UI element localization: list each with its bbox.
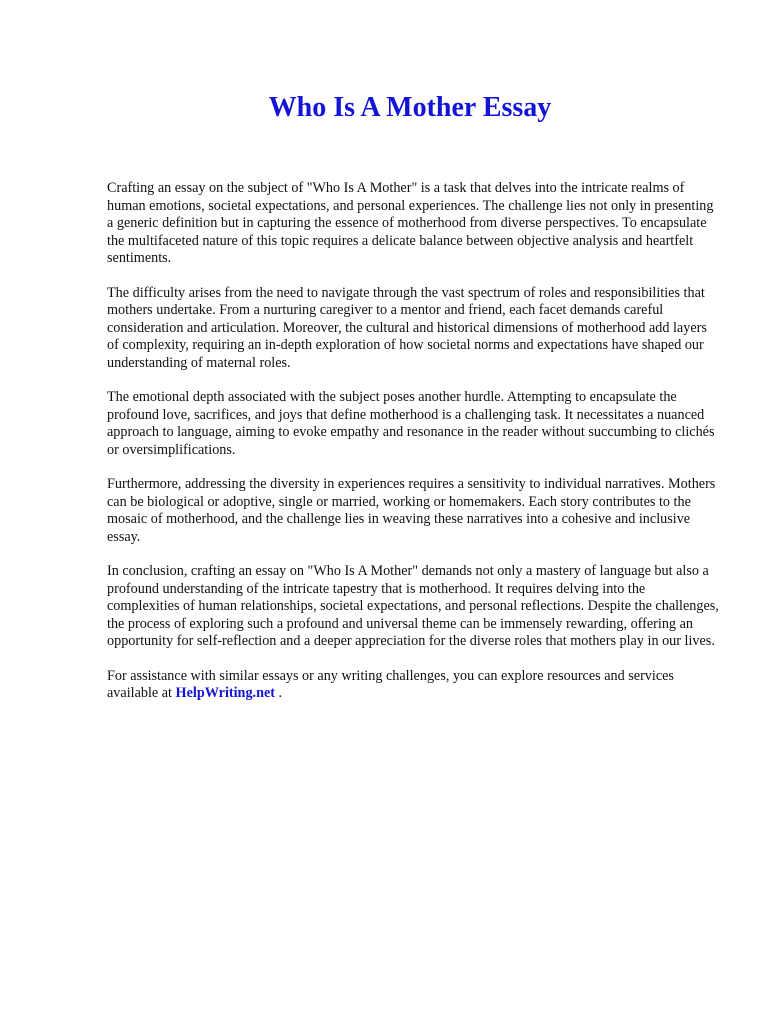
closing-period: . [275,685,283,701]
closing-paragraph [107,668,719,703]
paragraph-2: The difficulty arises from the need to navigate through the vast spectrum of roles and responsibilities that mothers undertake. From a nurturing caregiver to a mentor and friend, each facet demands careful consideration and articulation. Moreover, the cultural and historical dimensions of motherhood add layers of complexity, requiring an in-depth exploration of how societal norms and expectations have shaped our understanding of maternal roles. [107,284,707,371]
paragraph-5: In conclusion, crafting an essay on "Who Is A Mother" demands not only a mastery of language but also a profound understanding of the intricate tapestry that is motherhood. It requires delving into the complexities of human relationships, societal expectations, and personal reflections. Despite the challenges, the process of exploring such a profound and universal theme can be immensely rewarding, offering an opportunity for self-reflection and a deeper appreciation for the diverse roles that mothers play in our lives. [107,563,719,649]
page-title: Who Is A Mother Essay [268,92,552,123]
paragraph-3: The emotional depth associated with the subject poses another hurdle. Attempting to encapsulate the profound love, sacrifices, and joys that define motherhood is a challenging task. It necessitates a nuanced approach to language, aiming to evoke empathy and resonance in the reader without succumbing to clichés or oversimplifications. [107,389,715,458]
helpwriting-link[interactable]: HelpWriting.net [175,685,275,701]
closing-text: For assistance with similar essays or any writing challenges, you can explore resources and services available at [107,667,674,701]
paragraph-1: Crafting an essay on the subject of "Who Is A Mother" is a task that delves into the intricate realms of human emotions, societal expectations, and personal experiences. The challenge lies not only in presenting a generic definition but in capturing the essence of motherhood from diverse perspectives. To encapsulate the multifaceted nature of this topic requires a delicate balance between objective analysis and heartfelt sentiments. [107,180,714,266]
essay-body [107,180,719,720]
paragraph-4: Furthermore, addressing the diversity in experiences requires a sensitivity to individual narratives. Mothers can be biological or adoptive, single or married, working or homemakers. Each story contributes to the mosaic of motherhood, and the challenge lies in weaving these narratives into a cohesive and inclusive essay. [107,476,716,545]
